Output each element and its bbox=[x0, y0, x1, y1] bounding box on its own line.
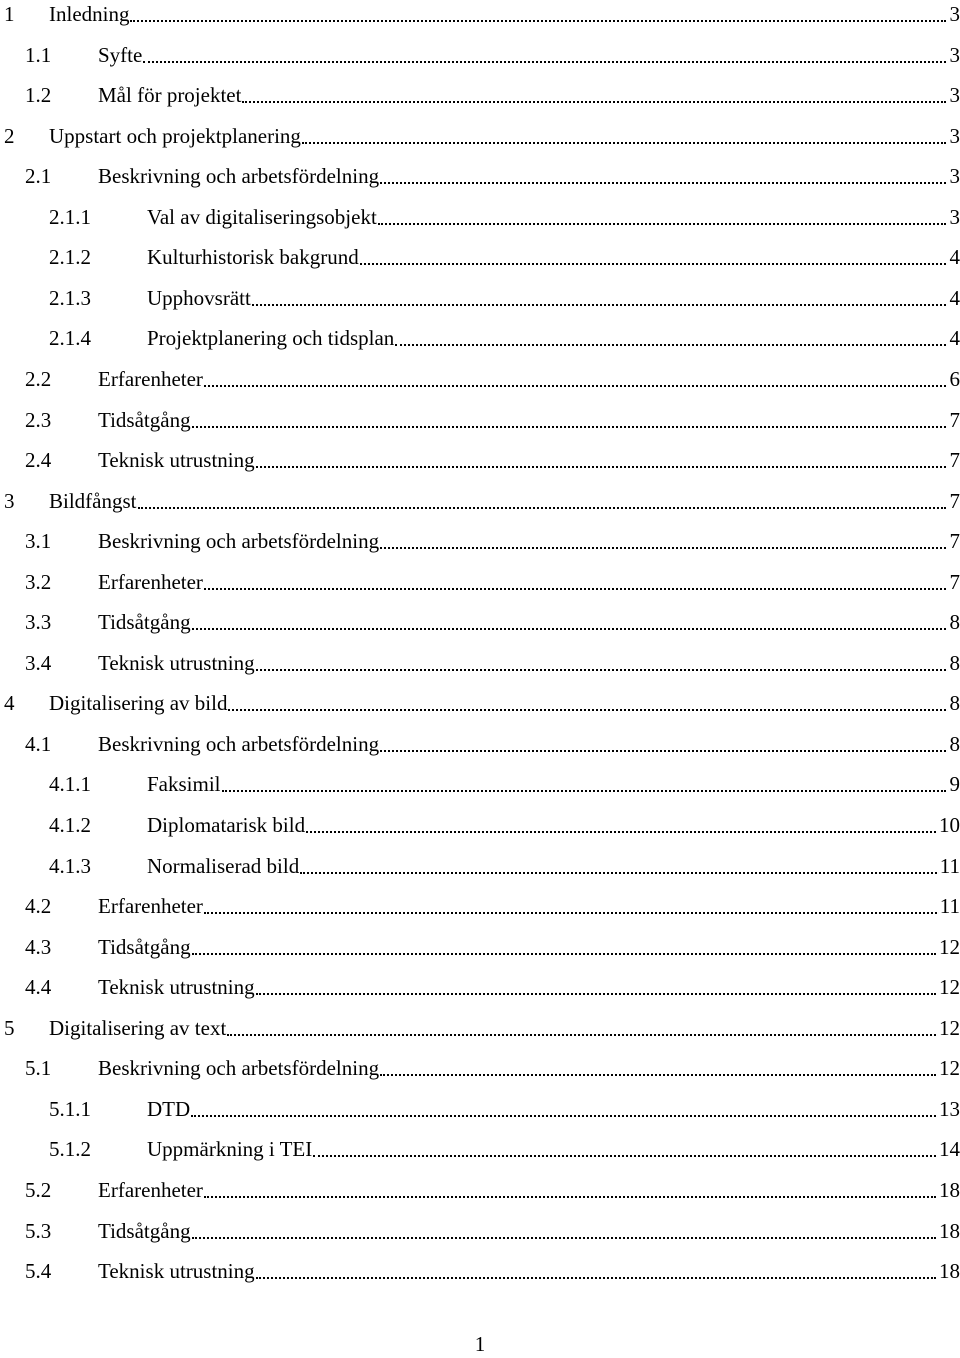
toc-entry-number: 3 bbox=[4, 487, 15, 515]
toc-entry-dot-leader bbox=[313, 1155, 936, 1157]
toc-entry-dot-leader bbox=[395, 344, 946, 346]
toc-entry-title: Beskrivning och arbetsfördelning bbox=[98, 162, 379, 190]
toc-entry-dot-leader bbox=[256, 669, 946, 671]
toc-entry-number: 4.4 bbox=[25, 973, 51, 1001]
toc-entry-title: Erfarenheter bbox=[98, 365, 203, 393]
toc-entry-number: 4.2 bbox=[25, 892, 51, 920]
toc-entry-number: 4.3 bbox=[25, 933, 51, 961]
toc-entry-number: 5.4 bbox=[25, 1257, 51, 1285]
toc-entry[interactable] bbox=[0, 487, 960, 527]
toc-entry[interactable] bbox=[0, 0, 960, 40]
toc-entry-page-number: 3 bbox=[948, 203, 960, 231]
toc-entry[interactable] bbox=[0, 162, 960, 202]
toc-entry-number: 5.2 bbox=[25, 1176, 51, 1204]
toc-entry-dot-leader bbox=[192, 953, 936, 955]
toc-entry-page-number: 12 bbox=[937, 1014, 960, 1042]
toc-entry-page-number: 7 bbox=[948, 527, 960, 555]
toc-entry-number: 5 bbox=[4, 1014, 15, 1042]
toc-entry[interactable] bbox=[0, 365, 960, 405]
toc-entry[interactable] bbox=[0, 730, 960, 770]
toc-entry-page-number: 8 bbox=[948, 689, 960, 717]
toc-entry[interactable] bbox=[0, 568, 960, 608]
toc-entry-title: Diplomatarisk bild bbox=[147, 811, 305, 839]
toc-entry-number: 3.1 bbox=[25, 527, 51, 555]
toc-entry-number: 4.1.2 bbox=[49, 811, 91, 839]
toc-entry-dot-leader bbox=[252, 304, 946, 306]
toc-entry-dot-leader bbox=[302, 142, 946, 144]
toc-entry-title: Mål för projektet bbox=[98, 81, 241, 109]
toc-entry[interactable] bbox=[0, 1135, 960, 1175]
toc-entry-dot-leader bbox=[192, 1237, 936, 1239]
toc-entry-page-number: 4 bbox=[948, 284, 960, 312]
toc-entry-number: 2.1.1 bbox=[49, 203, 91, 231]
toc-entry-number: 2.1.3 bbox=[49, 284, 91, 312]
toc-entry-dot-leader bbox=[192, 628, 946, 630]
toc-entry[interactable] bbox=[0, 203, 960, 243]
toc-entry-title: Syfte bbox=[98, 41, 142, 69]
toc-entry-title: Teknisk utrustning bbox=[98, 973, 255, 1001]
toc-entry-title: Upphovsrätt bbox=[147, 284, 251, 312]
toc-entry-dot-leader bbox=[143, 61, 946, 63]
toc-entry-dot-leader bbox=[228, 709, 946, 711]
toc-entry-number: 2.1.4 bbox=[49, 324, 91, 352]
toc-entry-page-number: 11 bbox=[938, 892, 960, 920]
toc-entry-number: 1 bbox=[4, 0, 15, 28]
toc-entry[interactable] bbox=[0, 689, 960, 729]
toc-entry-page-number: 18 bbox=[937, 1217, 960, 1245]
toc-entry-dot-leader bbox=[256, 993, 936, 995]
toc-entry[interactable] bbox=[0, 527, 960, 567]
toc-entry-page-number: 3 bbox=[948, 41, 960, 69]
toc-entry-title: Beskrivning och arbetsfördelning bbox=[98, 1054, 379, 1082]
toc-entry-number: 2.3 bbox=[25, 406, 51, 434]
toc-entry[interactable] bbox=[0, 41, 960, 81]
toc-entry[interactable] bbox=[0, 1257, 960, 1297]
page-number: 1 bbox=[0, 1330, 960, 1358]
toc-entry-dot-leader bbox=[380, 547, 946, 549]
toc-entry-number: 4 bbox=[4, 689, 15, 717]
toc-entry-number: 5.1.2 bbox=[49, 1135, 91, 1163]
toc-entry[interactable] bbox=[0, 1217, 960, 1257]
toc-entry-page-number: 9 bbox=[948, 770, 960, 798]
toc-entry-title: Erfarenheter bbox=[98, 892, 203, 920]
toc-entry[interactable] bbox=[0, 122, 960, 162]
toc-entry-dot-leader bbox=[204, 588, 946, 590]
toc-entry-dot-leader bbox=[380, 750, 946, 752]
toc-entry-title: Beskrivning och arbetsfördelning bbox=[98, 527, 379, 555]
toc-entry-page-number: 7 bbox=[948, 406, 960, 434]
toc-entry-title: Kulturhistorisk bakgrund bbox=[147, 243, 359, 271]
toc-entry-title: Tidsåtgång bbox=[98, 406, 191, 434]
toc-entry-number: 5.3 bbox=[25, 1217, 51, 1245]
toc-entry[interactable] bbox=[0, 243, 960, 283]
toc-entry-page-number: 11 bbox=[938, 852, 960, 880]
toc-entry-dot-leader bbox=[256, 1277, 936, 1279]
toc-entry-number: 2.2 bbox=[25, 365, 51, 393]
toc-entry[interactable] bbox=[0, 811, 960, 851]
toc-entry[interactable] bbox=[0, 1014, 960, 1054]
toc-entry-dot-leader bbox=[204, 385, 946, 387]
toc-entry-dot-leader bbox=[204, 912, 937, 914]
toc-entry-page-number: 6 bbox=[948, 365, 960, 393]
toc-entry-dot-leader bbox=[300, 872, 937, 874]
toc-entry-title: Teknisk utrustning bbox=[98, 446, 255, 474]
toc-entry-page-number: 7 bbox=[948, 487, 960, 515]
toc-entry-number: 2.1 bbox=[25, 162, 51, 190]
toc-entry-dot-leader bbox=[204, 1196, 936, 1198]
toc-entry[interactable] bbox=[0, 892, 960, 932]
toc-entry-page-number: 10 bbox=[937, 811, 960, 839]
toc-entry-title: Val av digitaliseringsobjekt bbox=[147, 203, 377, 231]
toc-entry-page-number: 7 bbox=[948, 568, 960, 596]
toc-entry-title: Erfarenheter bbox=[98, 1176, 203, 1204]
toc-entry-title: DTD bbox=[147, 1095, 190, 1123]
toc-entry-title: Erfarenheter bbox=[98, 568, 203, 596]
toc-entry-title: Inledning bbox=[49, 0, 129, 28]
toc-entry-dot-leader bbox=[138, 507, 946, 509]
toc-entry-number: 5.1 bbox=[25, 1054, 51, 1082]
toc-entry-dot-leader bbox=[227, 1034, 936, 1036]
toc-entry-dot-leader bbox=[380, 1074, 936, 1076]
toc-entry-page-number: 3 bbox=[948, 162, 960, 190]
toc-entry-dot-leader bbox=[191, 1115, 936, 1117]
toc-entry-dot-leader bbox=[360, 263, 946, 265]
toc-entry-page-number: 3 bbox=[948, 81, 960, 109]
toc-entry-title: Beskrivning och arbetsfördelning bbox=[98, 730, 379, 758]
toc-entry-title: Teknisk utrustning bbox=[98, 1257, 255, 1285]
toc-entry-title: Digitalisering av bild bbox=[49, 689, 227, 717]
toc-entry-number: 3.3 bbox=[25, 608, 51, 636]
toc-entry-page-number: 18 bbox=[937, 1176, 960, 1204]
toc-entry-page-number: 8 bbox=[948, 649, 960, 677]
toc-entry[interactable] bbox=[0, 770, 960, 810]
toc-entry-number: 3.4 bbox=[25, 649, 51, 677]
toc-entry-number: 2 bbox=[4, 122, 15, 150]
toc-entry-number: 5.1.1 bbox=[49, 1095, 91, 1123]
toc-entry[interactable] bbox=[0, 1176, 960, 1216]
toc-entry-title: Uppstart och projektplanering bbox=[49, 122, 301, 150]
toc-entry-number: 3.2 bbox=[25, 568, 51, 596]
toc-entry-number: 1.1 bbox=[25, 41, 51, 69]
toc-entry-dot-leader bbox=[380, 182, 946, 184]
toc-entry[interactable] bbox=[0, 973, 960, 1013]
toc-entry-page-number: 8 bbox=[948, 608, 960, 636]
toc-entry-title: Projektplanering och tidsplan bbox=[147, 324, 394, 352]
toc-entry-dot-leader bbox=[378, 223, 946, 225]
toc-entry[interactable] bbox=[0, 608, 960, 648]
toc-entry-page-number: 12 bbox=[937, 973, 960, 1001]
toc-entry-page-number: 8 bbox=[948, 730, 960, 758]
toc-entry-page-number: 13 bbox=[937, 1095, 960, 1123]
toc-entry-dot-leader bbox=[222, 790, 946, 792]
toc-entry-page-number: 7 bbox=[948, 446, 960, 474]
toc-entry-title: Normaliserad bild bbox=[147, 852, 299, 880]
toc-entry[interactable] bbox=[0, 933, 960, 973]
toc-entry-number: 4.1 bbox=[25, 730, 51, 758]
toc-entry-page-number: 4 bbox=[948, 243, 960, 271]
toc-entry-title: Tidsåtgång bbox=[98, 1217, 191, 1245]
toc-entry-title: Uppmärkning i TEI bbox=[147, 1135, 312, 1163]
toc-entry[interactable] bbox=[0, 1054, 960, 1094]
toc-entry-number: 4.1.3 bbox=[49, 852, 91, 880]
toc-entry[interactable] bbox=[0, 852, 960, 892]
toc-entry-dot-leader bbox=[130, 20, 946, 22]
toc-entry-number: 4.1.1 bbox=[49, 770, 91, 798]
toc-entry[interactable] bbox=[0, 406, 960, 446]
toc-entry-title: Tidsåtgång bbox=[98, 608, 191, 636]
toc-entry-title: Bildfångst bbox=[49, 487, 137, 515]
toc-entry-page-number: 14 bbox=[937, 1135, 960, 1163]
toc-entry-number: 2.4 bbox=[25, 446, 51, 474]
toc-entry[interactable] bbox=[0, 81, 960, 121]
toc-entry-page-number: 18 bbox=[937, 1257, 960, 1285]
toc-entry-number: 2.1.2 bbox=[49, 243, 91, 271]
toc-entry[interactable] bbox=[0, 1095, 960, 1135]
toc-entry-dot-leader bbox=[192, 426, 946, 428]
toc-entry[interactable] bbox=[0, 649, 960, 689]
toc-entry-page-number: 4 bbox=[948, 324, 960, 352]
toc-entry-page-number: 12 bbox=[937, 1054, 960, 1082]
toc-entry-title: Faksimil bbox=[147, 770, 221, 798]
toc-entry-title: Digitalisering av text bbox=[49, 1014, 226, 1042]
toc-entry-number: 1.2 bbox=[25, 81, 51, 109]
toc-entry-title: Tidsåtgång bbox=[98, 933, 191, 961]
toc-entry-dot-leader bbox=[256, 466, 946, 468]
toc-entry[interactable] bbox=[0, 284, 960, 324]
toc-entry[interactable] bbox=[0, 324, 960, 364]
toc-entry-title: Teknisk utrustning bbox=[98, 649, 255, 677]
toc-entry-dot-leader bbox=[242, 101, 946, 103]
toc-entry-page-number: 12 bbox=[937, 933, 960, 961]
toc-entry[interactable] bbox=[0, 446, 960, 486]
toc-entry-page-number: 3 bbox=[948, 0, 960, 28]
toc-entry-page-number: 3 bbox=[948, 122, 960, 150]
toc-entry-dot-leader bbox=[306, 831, 936, 833]
